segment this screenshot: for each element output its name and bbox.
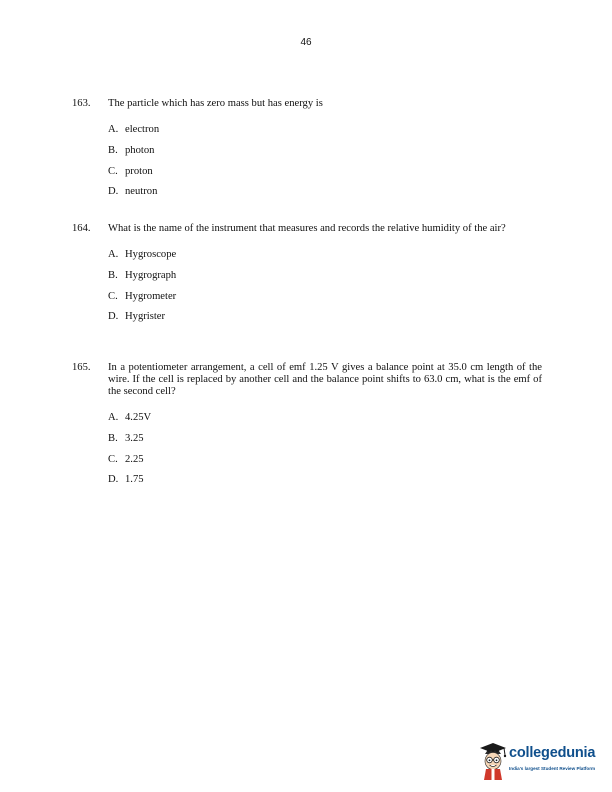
option-text: Hygrister	[125, 311, 166, 323]
option-b	[108, 145, 542, 157]
logo-wordmark: collegedunia	[509, 745, 596, 761]
question-163	[72, 98, 542, 207]
option-d	[108, 474, 542, 486]
option-letter: B.	[108, 269, 118, 281]
option-letter: A.	[108, 412, 119, 423]
option-letter: A.	[108, 124, 119, 135]
question-text: What is the name of the instrument that measures and records the relative humidity of the air?	[108, 223, 506, 234]
option-c	[108, 291, 542, 303]
option-text: 2.25	[125, 453, 144, 465]
option-letter: C.	[108, 453, 118, 465]
option-letter: D.	[108, 474, 119, 486]
question-text: In a potentiometer arrangement, a cell of emf 1.25 V gives a balance point at 35.0 cm length of the wire. If the cell is replaced by another cell and the balance point shifts to 63.0 cm, what is the emf of the second cell?	[108, 362, 542, 397]
option-letter: C.	[108, 290, 118, 302]
option-text: 3.25	[125, 432, 144, 444]
question-number: 164.	[72, 223, 91, 234]
collegedunia-logo	[478, 740, 604, 780]
option-text: Hygroscope	[125, 249, 177, 260]
question-header	[72, 223, 542, 235]
option-d	[108, 311, 542, 323]
option-text: neutron	[125, 186, 158, 198]
option-text: electron	[125, 124, 160, 135]
question-number: 165.	[72, 362, 91, 373]
option-b	[108, 433, 542, 445]
option-text: 4.25V	[125, 412, 152, 423]
option-letter: A.	[108, 249, 119, 260]
option-text: Hygrometer	[125, 290, 177, 302]
option-letter: C.	[108, 165, 118, 177]
option-letter: B.	[108, 144, 118, 156]
option-a	[108, 249, 542, 261]
question-number: 163.	[72, 98, 91, 109]
option-text: proton	[125, 165, 153, 177]
question-164	[72, 223, 542, 332]
page-number: 46	[300, 37, 312, 48]
mascot-icon	[478, 740, 508, 780]
option-c	[108, 454, 542, 466]
question-header	[72, 362, 542, 398]
option-text: 1.75	[125, 474, 144, 486]
question-165	[72, 362, 542, 495]
option-a	[108, 124, 542, 136]
logo-tagline: India's largest Student Review Platform	[509, 766, 596, 771]
option-letter: D.	[108, 186, 119, 198]
option-b	[108, 270, 542, 282]
options-list	[72, 124, 542, 198]
question-header	[72, 98, 542, 110]
option-letter: D.	[108, 311, 119, 323]
question-text: The particle which has zero mass but has energy is	[108, 98, 323, 109]
option-a	[108, 412, 542, 424]
options-list	[72, 412, 542, 486]
option-letter: B.	[108, 432, 118, 444]
option-d	[108, 186, 542, 198]
option-c	[108, 166, 542, 178]
option-text: Hygrograph	[125, 269, 177, 281]
options-list	[72, 249, 542, 323]
option-text: photon	[125, 144, 155, 156]
